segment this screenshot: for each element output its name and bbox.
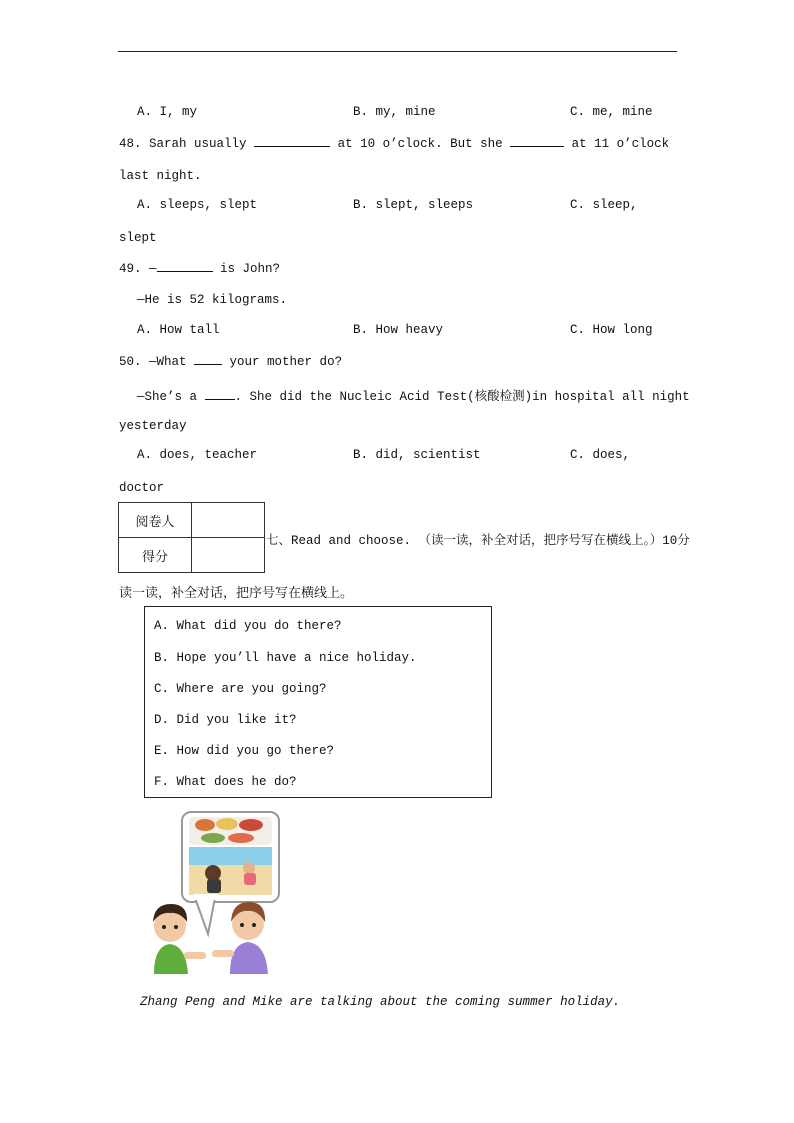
q49-answer: —He is 52 kilograms.: [137, 293, 288, 307]
score-cell[interactable]: [192, 538, 265, 573]
q49-option-a: A. How tall: [137, 323, 220, 337]
q49-option-c: C. How long: [570, 323, 653, 337]
reviewer-cell[interactable]: [192, 503, 265, 538]
illustration-caption: Zhang Peng and Mike are talking about the coming summer holiday.: [140, 995, 621, 1009]
q48-option-a: A. sleeps, slept: [137, 198, 258, 212]
q48-mid: at 10 o’clock. But she: [337, 137, 503, 151]
score-label: 得分: [119, 538, 192, 573]
q50-answer: [137, 386, 690, 404]
header-rule: [118, 51, 677, 52]
q48-blank-1[interactable]: [254, 136, 330, 147]
q49-option-b: B. How heavy: [353, 323, 444, 337]
q48-suffix: at 11 o’clock: [571, 137, 670, 151]
q49-stem: [119, 261, 280, 276]
q50-line3: yesterday: [119, 419, 187, 433]
q48-stem: [119, 136, 669, 151]
two-boys-illustration: [140, 880, 280, 976]
option-e: E. How did you go there?: [154, 744, 335, 758]
q48-option-b: B. slept, sleeps: [353, 198, 474, 212]
q50-blank-1[interactable]: [194, 354, 222, 365]
score-table: [118, 502, 265, 573]
q50-answer-prefix: —She’s a: [137, 390, 198, 404]
option-c: C. Where are you going?: [154, 682, 327, 696]
q50-option-c-wrap: doctor: [119, 481, 165, 495]
reviewer-label: 阅卷人: [119, 503, 192, 538]
q48-blank-2[interactable]: [510, 136, 564, 147]
q49-suffix: is John?: [220, 262, 281, 276]
q50-option-c: C. does,: [570, 448, 631, 462]
q48-option-c-wrap: slept: [119, 231, 157, 245]
options-box: [144, 606, 492, 798]
q47-option-a: A. I, my: [137, 105, 198, 119]
q49-prefix: 49. —: [119, 262, 157, 276]
q50-stem: [119, 354, 342, 369]
section-7-heading: 七、Read and choose. （读一读，补全对话，把序号写在横线上。）10分: [266, 534, 690, 548]
q47-option-b: B. my, mine: [353, 105, 436, 119]
option-a: A. What did you do there?: [154, 619, 342, 633]
q48-option-c: C. sleep,: [570, 198, 638, 212]
q50-prefix: 50. —What: [119, 355, 187, 369]
q48-line2: last night.: [119, 169, 202, 183]
q49-blank[interactable]: [157, 261, 213, 272]
section-7-instruction: 读一读，补全对话，把序号写在横线上。: [119, 586, 354, 601]
option-b: B. Hope you’ll have a nice holiday.: [154, 651, 417, 665]
q50-blank-2[interactable]: [205, 389, 235, 400]
q50-answer-suffix: . She did the Nucleic Acid Test(核酸检测)in hospital all night: [234, 390, 690, 404]
q50-option-a: A. does, teacher: [137, 448, 258, 462]
q47-option-c: C. me, mine: [570, 105, 653, 119]
q50-suffix: your mother do?: [229, 355, 343, 369]
q48-prefix: 48. Sarah usually: [119, 137, 247, 151]
q50-option-b: B. did, scientist: [353, 448, 481, 462]
option-f: F. What does he do?: [154, 775, 297, 789]
option-d: D. Did you like it?: [154, 713, 297, 727]
